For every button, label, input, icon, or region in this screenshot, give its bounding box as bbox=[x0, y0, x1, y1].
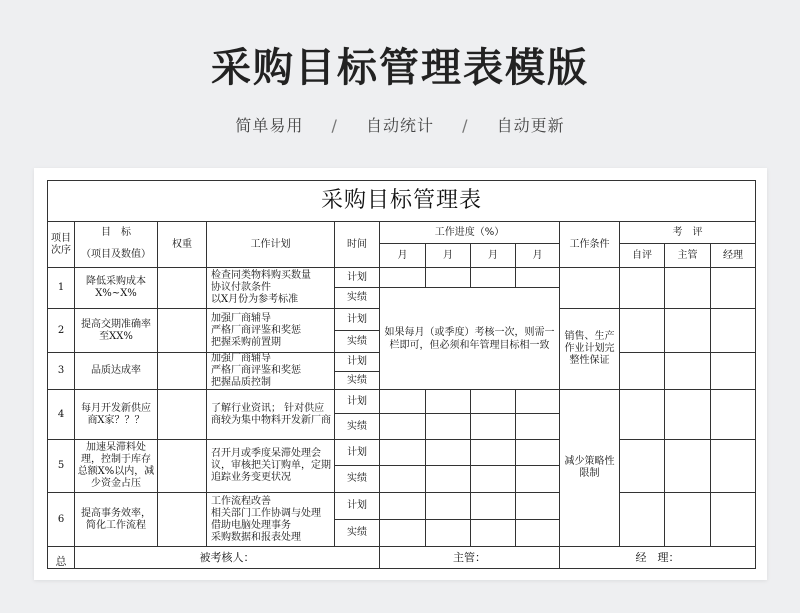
subtitle-auto-update: 自动更新 bbox=[496, 116, 565, 135]
time-plan: 计划 bbox=[335, 493, 380, 520]
header-eval: 考 评 bbox=[620, 222, 756, 244]
page-title: 采购目标管理表模版 bbox=[211, 45, 589, 91]
self-eval-cell[interactable] bbox=[620, 353, 665, 390]
header-target: 目 标 bbox=[75, 222, 158, 244]
progress-cell[interactable] bbox=[471, 390, 516, 414]
self-eval-cell[interactable] bbox=[620, 268, 665, 309]
time-actual: 实绩 bbox=[335, 466, 380, 493]
self-eval-cell[interactable] bbox=[620, 440, 665, 493]
row-weight[interactable] bbox=[158, 268, 207, 309]
progress-cell[interactable] bbox=[426, 493, 471, 520]
header-progress: 工作进度（%） bbox=[380, 222, 560, 244]
row-plan: 加强厂商辅导 严格厂商评鉴和奖惩 把握采购前置期 bbox=[207, 309, 335, 353]
row-seq: 3 bbox=[48, 353, 75, 390]
time-actual: 实绩 bbox=[335, 520, 380, 547]
time-plan: 计划 bbox=[335, 353, 380, 372]
row-target: 提高交期准确率至XX% bbox=[75, 309, 158, 353]
row-target: 每月开发新供应商X家？？？ bbox=[75, 390, 158, 440]
row-plan: 召开月或季度呆滞处理会议，审核把关订购单，定期追踪业务变更状况 bbox=[207, 440, 335, 493]
subtitle-separator: / bbox=[331, 116, 338, 135]
row-weight[interactable] bbox=[158, 353, 207, 390]
manager-eval-cell[interactable] bbox=[711, 353, 756, 390]
header-self: 自评 bbox=[620, 244, 665, 268]
manager-eval-cell[interactable] bbox=[711, 493, 756, 547]
row-seq: 2 bbox=[48, 309, 75, 353]
progress-cell[interactable] bbox=[380, 390, 426, 414]
supervisor-eval-cell[interactable] bbox=[665, 440, 711, 493]
row-weight[interactable] bbox=[158, 440, 207, 493]
spreadsheet-card bbox=[34, 168, 767, 580]
sheet-title: 采购目标管理表 bbox=[48, 181, 756, 222]
row-target: 品质达成率 bbox=[75, 353, 158, 390]
row-seq: 4 bbox=[48, 390, 75, 440]
subtitle-separator: / bbox=[462, 116, 469, 135]
conditions-group-1: 销售、生产作业计划完整性保证 bbox=[560, 309, 620, 390]
self-eval-cell[interactable] bbox=[620, 493, 665, 547]
progress-cell[interactable] bbox=[471, 493, 516, 520]
row-plan: 加强厂商辅导 严格厂商评鉴和奖惩 把握品质控制 bbox=[207, 353, 335, 390]
conditions-cell[interactable] bbox=[560, 268, 620, 309]
header-month-1: 月 bbox=[380, 244, 426, 268]
time-plan: 计划 bbox=[335, 309, 380, 331]
header-conditions: 工作条件 bbox=[560, 222, 620, 268]
supervisor-eval-cell[interactable] bbox=[665, 390, 711, 440]
progress-cell[interactable] bbox=[426, 390, 471, 414]
progress-cell[interactable] bbox=[380, 466, 426, 493]
header-plan: 工作计划 bbox=[207, 222, 335, 268]
progress-cell[interactable] bbox=[516, 414, 560, 440]
manager-eval-cell[interactable] bbox=[711, 268, 756, 309]
progress-cell[interactable] bbox=[471, 440, 516, 466]
header-supervisor: 主管 bbox=[665, 244, 711, 268]
subtitle bbox=[0, 113, 800, 136]
supervisor-eval-cell[interactable] bbox=[665, 309, 711, 353]
time-actual: 实绩 bbox=[335, 414, 380, 440]
row-plan: 工作流程改善 相关部门工作协调与处理 借助电脑处理事务 采购数据和报表处理 bbox=[207, 493, 335, 547]
progress-cell[interactable] bbox=[516, 520, 560, 547]
progress-cell[interactable] bbox=[380, 440, 426, 466]
header-seq: 项目次序 bbox=[48, 222, 75, 268]
progress-cell[interactable] bbox=[471, 520, 516, 547]
progress-cell[interactable] bbox=[426, 268, 471, 288]
supervisor-eval-cell[interactable] bbox=[665, 493, 711, 547]
row-weight[interactable] bbox=[158, 493, 207, 547]
progress-cell[interactable] bbox=[380, 268, 426, 288]
progress-cell[interactable] bbox=[380, 414, 426, 440]
progress-cell[interactable] bbox=[516, 466, 560, 493]
progress-cell[interactable] bbox=[516, 493, 560, 520]
row-target: 提高事务效率，简化工作流程 bbox=[75, 493, 158, 547]
subtitle-auto-stats: 自动统计 bbox=[365, 116, 434, 135]
progress-cell[interactable] bbox=[426, 414, 471, 440]
row-seq: 5 bbox=[48, 440, 75, 493]
header-time: 时间 bbox=[335, 222, 380, 268]
manager-eval-cell[interactable] bbox=[711, 390, 756, 440]
header-target-sub: （项目及数值） bbox=[75, 244, 158, 268]
progress-note: 如果每月（或季度）考核一次，则需一栏即可，但必须和年管理目标相一致 bbox=[380, 288, 560, 390]
header-weight: 权重 bbox=[158, 222, 207, 268]
progress-cell[interactable] bbox=[471, 466, 516, 493]
row-weight[interactable] bbox=[158, 309, 207, 353]
self-eval-cell[interactable] bbox=[620, 390, 665, 440]
manager-eval-cell[interactable] bbox=[711, 440, 756, 493]
time-actual: 实绩 bbox=[335, 372, 380, 390]
row-seq: 1 bbox=[48, 268, 75, 309]
time-actual: 实绩 bbox=[335, 288, 380, 309]
header-month-3: 月 bbox=[471, 244, 516, 268]
progress-cell[interactable] bbox=[426, 440, 471, 466]
footer-total: 总 bbox=[48, 547, 75, 569]
row-seq: 6 bbox=[48, 493, 75, 547]
progress-cell[interactable] bbox=[516, 268, 560, 288]
progress-cell[interactable] bbox=[426, 520, 471, 547]
progress-cell[interactable] bbox=[516, 440, 560, 466]
row-weight[interactable] bbox=[158, 390, 207, 440]
supervisor-eval-cell[interactable] bbox=[665, 268, 711, 309]
time-actual: 实绩 bbox=[335, 331, 380, 353]
row-plan: 了解行业资讯； 针对供应商较为集中物料开发新厂商 bbox=[207, 390, 335, 440]
progress-cell[interactable] bbox=[380, 520, 426, 547]
time-plan: 计划 bbox=[335, 390, 380, 414]
subtitle-easy: 简单易用 bbox=[235, 116, 304, 135]
header-month-4: 月 bbox=[516, 244, 560, 268]
self-eval-cell[interactable] bbox=[620, 309, 665, 353]
footer-manager: 经 理： bbox=[560, 547, 756, 569]
progress-cell[interactable] bbox=[426, 466, 471, 493]
time-plan: 计划 bbox=[335, 440, 380, 466]
row-plan: 检查同类物料购买数量 协议付款条件 以X月份为参考标准 bbox=[207, 268, 335, 309]
header-manager: 经理 bbox=[711, 244, 756, 268]
supervisor-eval-cell[interactable] bbox=[665, 353, 711, 390]
footer-supervisor: 主管： bbox=[380, 547, 560, 569]
procurement-target-table bbox=[47, 180, 756, 569]
progress-cell[interactable] bbox=[471, 268, 516, 288]
header-month-2: 月 bbox=[426, 244, 471, 268]
conditions-group-2: 减少策略性限制 bbox=[560, 390, 620, 547]
progress-cell[interactable] bbox=[380, 493, 426, 520]
footer-assessee: 被考核人： bbox=[75, 547, 380, 569]
progress-cell[interactable] bbox=[471, 414, 516, 440]
row-target: 降低采购成本X%~X% bbox=[75, 268, 158, 309]
time-plan: 计划 bbox=[335, 268, 380, 288]
progress-cell[interactable] bbox=[516, 390, 560, 414]
manager-eval-cell[interactable] bbox=[711, 309, 756, 353]
row-target: 加速呆滞料处理，控制于库存总额X%以内，减少资金占压 bbox=[75, 440, 158, 493]
